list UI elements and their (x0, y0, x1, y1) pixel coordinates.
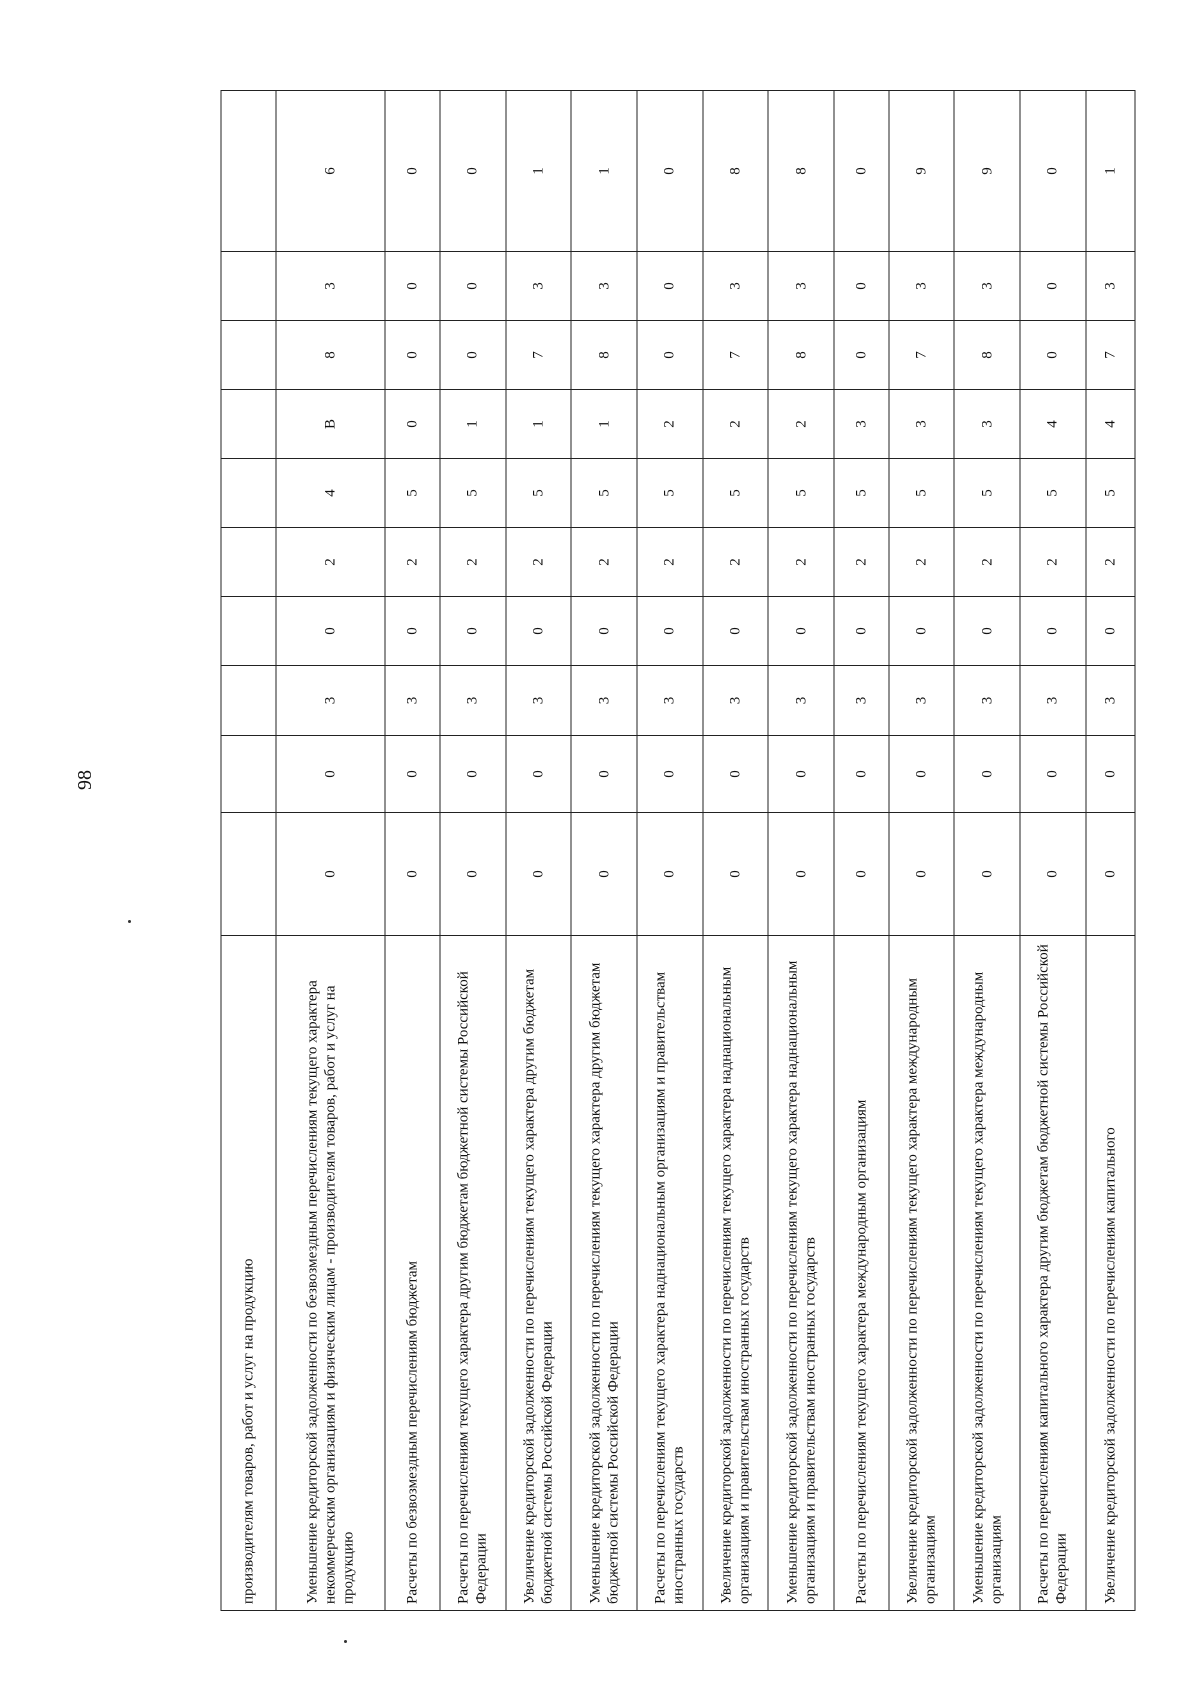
code-cell (221, 252, 276, 321)
code-cell: 7 (506, 321, 572, 390)
code-cell (221, 459, 276, 528)
code-cell: 3 (954, 252, 1020, 321)
code-cell: В (276, 390, 385, 459)
row-description: Увеличение кредиторской задолженности по перечислениям текущего характера международным организациям (889, 936, 955, 1611)
code-cell: 3 (571, 252, 637, 321)
code-cell: 0 (506, 597, 572, 666)
code-cell: 5 (506, 459, 572, 528)
code-cell: 0 (1086, 813, 1135, 936)
code-cell: 0 (703, 736, 769, 813)
code-cell: 4 (276, 459, 385, 528)
code-cell: 0 (954, 597, 1020, 666)
row-description: Увеличение кредиторской задолженности по перечислениям капитального (1086, 936, 1135, 1611)
code-cell: 1 (506, 91, 572, 252)
code-cell: 0 (834, 736, 889, 813)
code-cell: 0 (637, 91, 703, 252)
code-cell: 2 (637, 528, 703, 597)
code-cell: 2 (571, 528, 637, 597)
code-cell: 8 (703, 91, 769, 252)
code-cell: 0 (768, 736, 834, 813)
code-cell: 0 (440, 321, 506, 390)
code-cell: 3 (889, 390, 955, 459)
code-cell: 0 (440, 91, 506, 252)
code-cell: 5 (954, 459, 1020, 528)
code-cell: 7 (703, 321, 769, 390)
scan-speck (344, 1640, 347, 1643)
code-cell: 1 (506, 390, 572, 459)
row-description: Увеличение кредиторской задолженности по перечислениям текущего характера другим бюджетам бюджетной системы Российской Федерации (506, 936, 572, 1611)
code-cell: 3 (571, 666, 637, 736)
code-cell: 0 (1020, 252, 1086, 321)
table-row (571, 91, 637, 1611)
code-cell: 0 (834, 91, 889, 252)
row-description: Уменьшение кредиторской задолженности по безвозмездным перечислениям текущего характера некоммерческим организациям и физическим лицам - производителям товаров, работ и услуг на продукцию (276, 936, 385, 1611)
table-row (1086, 91, 1135, 1611)
row-description: Расчеты по перечислениям капитального характера другим бюджетам бюджетной системы Российской Федерации (1020, 936, 1086, 1611)
code-cell: 0 (440, 813, 506, 936)
row-description: Уменьшение кредиторской задолженности по перечислениям текущего характера международным организациям (954, 936, 1020, 1611)
code-cell (221, 321, 276, 390)
code-cell: 3 (440, 666, 506, 736)
code-cell: 0 (385, 597, 440, 666)
code-cell: 5 (1020, 459, 1086, 528)
code-cell: 5 (440, 459, 506, 528)
code-cell (221, 528, 276, 597)
code-cell: 0 (1086, 597, 1135, 666)
row-description: Расчеты по перечислениям текущего характера другим бюджетам бюджетной системы Российской Федерации (440, 936, 506, 1611)
table-row (221, 91, 276, 1611)
code-cell: 8 (954, 321, 1020, 390)
code-cell: 6 (276, 91, 385, 252)
code-cell: 3 (637, 666, 703, 736)
code-cell: 7 (889, 321, 955, 390)
code-cell: 8 (571, 321, 637, 390)
code-cell: 0 (385, 91, 440, 252)
code-cell: 8 (768, 321, 834, 390)
code-cell: 3 (1020, 666, 1086, 736)
code-cell: 0 (834, 813, 889, 936)
table-row (1020, 91, 1086, 1611)
code-cell: 9 (954, 91, 1020, 252)
table-row (954, 91, 1020, 1611)
code-cell: 0 (440, 597, 506, 666)
code-cell: 3 (768, 666, 834, 736)
row-description: Уменьшение кредиторской задолженности по перечислениям текущего характера наднациональным организациям и правительствам иностранных государств (768, 936, 834, 1611)
code-cell: 5 (637, 459, 703, 528)
code-cell: 4 (1020, 390, 1086, 459)
code-cell: 3 (276, 666, 385, 736)
code-cell: 0 (637, 597, 703, 666)
code-cell: 3 (506, 252, 572, 321)
code-cell (221, 666, 276, 736)
code-cell: 5 (768, 459, 834, 528)
code-cell: 0 (506, 813, 572, 936)
code-cell: 2 (954, 528, 1020, 597)
code-cell: 0 (1020, 813, 1086, 936)
code-cell: 2 (1086, 528, 1135, 597)
code-cell: 3 (506, 666, 572, 736)
code-cell: 5 (834, 459, 889, 528)
code-cell: 3 (834, 390, 889, 459)
row-description: Увеличение кредиторской задолженности по перечислениям текущего характера наднациональным организациям и правительствам иностранных государств (703, 936, 769, 1611)
code-cell: 2 (703, 390, 769, 459)
code-cell: 0 (276, 597, 385, 666)
account-codes-table (221, 90, 1136, 1611)
code-cell: 3 (768, 252, 834, 321)
code-cell: 2 (768, 528, 834, 597)
table-row (440, 91, 506, 1611)
code-cell: 5 (1086, 459, 1135, 528)
row-description: Расчеты по перечислениям текущего характера наднациональным организациям и правительствам иностранных государств (637, 936, 703, 1611)
code-cell: 8 (768, 91, 834, 252)
code-cell: 3 (889, 666, 955, 736)
code-cell: 0 (571, 597, 637, 666)
code-cell: 0 (889, 813, 955, 936)
code-cell: 2 (637, 390, 703, 459)
code-cell: 3 (276, 252, 385, 321)
table-row (768, 91, 834, 1611)
code-cell: 0 (571, 736, 637, 813)
row-description: производителям товаров, работ и услуг на продукцию (221, 936, 276, 1611)
code-cell (221, 813, 276, 936)
code-cell: 2 (1020, 528, 1086, 597)
table-row (637, 91, 703, 1611)
table-row (834, 91, 889, 1611)
code-cell: 0 (889, 736, 955, 813)
code-cell: 3 (385, 666, 440, 736)
code-cell: 2 (276, 528, 385, 597)
code-cell: 3 (703, 666, 769, 736)
code-cell: 3 (1086, 666, 1135, 736)
table-row (385, 91, 440, 1611)
code-cell: 0 (385, 736, 440, 813)
code-cell: 3 (834, 666, 889, 736)
code-cell: 0 (506, 736, 572, 813)
code-cell: 0 (385, 321, 440, 390)
code-cell: 0 (1020, 736, 1086, 813)
code-cell: 0 (637, 813, 703, 936)
code-cell: 3 (954, 390, 1020, 459)
code-cell: 0 (703, 597, 769, 666)
code-cell: 3 (703, 252, 769, 321)
code-cell: 5 (571, 459, 637, 528)
code-cell: 0 (276, 736, 385, 813)
row-description: Уменьшение кредиторской задолженности по перечислениям текущего характера другим бюджетам бюджетной системы Российской Федерации (571, 936, 637, 1611)
rotated-table-container (221, 91, 1136, 1611)
code-cell: 1 (571, 91, 637, 252)
code-cell: 1 (1086, 91, 1135, 252)
code-cell: 0 (440, 252, 506, 321)
code-cell: 0 (1020, 321, 1086, 390)
code-cell: 0 (385, 390, 440, 459)
code-cell: 7 (1086, 321, 1135, 390)
code-cell: 5 (703, 459, 769, 528)
table-row (276, 91, 385, 1611)
code-cell: 0 (1086, 736, 1135, 813)
table-row (506, 91, 572, 1611)
code-cell: 8 (276, 321, 385, 390)
code-cell: 0 (768, 813, 834, 936)
code-cell: 2 (703, 528, 769, 597)
code-cell: 0 (276, 813, 385, 936)
table-row (703, 91, 769, 1611)
code-cell: 2 (889, 528, 955, 597)
code-cell: 0 (768, 597, 834, 666)
code-cell: 0 (1020, 597, 1086, 666)
code-cell: 0 (703, 813, 769, 936)
code-cell: 0 (385, 252, 440, 321)
code-cell: 2 (506, 528, 572, 597)
code-cell: 0 (954, 736, 1020, 813)
code-cell: 5 (385, 459, 440, 528)
code-cell: 1 (571, 390, 637, 459)
code-cell: 5 (889, 459, 955, 528)
code-cell: 0 (637, 736, 703, 813)
code-cell: 0 (834, 252, 889, 321)
code-cell: 0 (440, 736, 506, 813)
code-cell: 2 (834, 528, 889, 597)
code-cell: 3 (1086, 252, 1135, 321)
page-number: 98 (74, 770, 96, 790)
row-description: Расчеты по безвозмездным перечислениям бюджетам (385, 936, 440, 1611)
row-description: Расчеты по перечислениям текущего характера международным организациям (834, 936, 889, 1611)
code-cell: 0 (385, 813, 440, 936)
code-cell: 2 (440, 528, 506, 597)
code-cell: 4 (1086, 390, 1135, 459)
code-cell (221, 390, 276, 459)
code-cell (221, 736, 276, 813)
code-cell (221, 91, 276, 252)
code-cell: 0 (954, 813, 1020, 936)
scan-speck (128, 920, 131, 923)
code-cell: 0 (571, 813, 637, 936)
code-cell: 0 (834, 321, 889, 390)
code-cell: 9 (889, 91, 955, 252)
code-cell: 0 (834, 597, 889, 666)
code-cell: 0 (1020, 91, 1086, 252)
code-cell: 0 (889, 597, 955, 666)
code-cell (221, 597, 276, 666)
code-cell: 1 (440, 390, 506, 459)
code-cell: 2 (385, 528, 440, 597)
code-cell: 3 (889, 252, 955, 321)
code-cell: 0 (637, 252, 703, 321)
table-row (889, 91, 955, 1611)
code-cell: 3 (954, 666, 1020, 736)
code-cell: 2 (768, 390, 834, 459)
code-cell: 0 (637, 321, 703, 390)
